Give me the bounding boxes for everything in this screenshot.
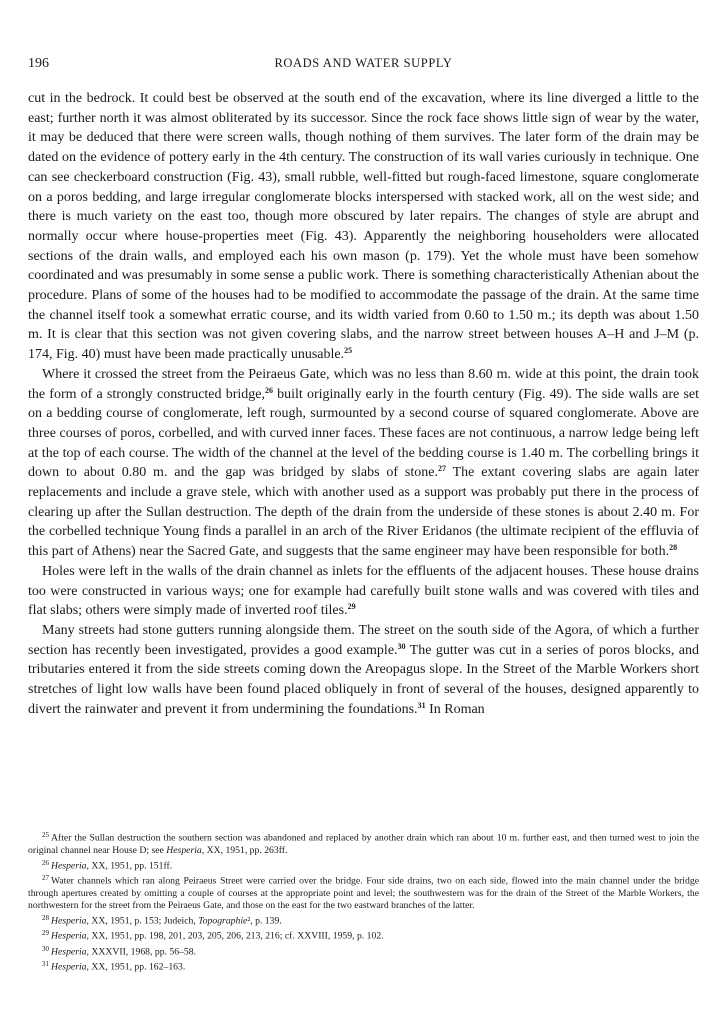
paragraph [28,89,699,365]
footnote-reference: 28 [669,543,678,553]
footnote [28,829,699,857]
paragraph-text: In Roman [425,701,485,717]
paragraph-text: Where it crossed the street from the Peiraeus Gate, which was no less than 8.60 m. wide at this point, the drain took the form of a strongly constructed bridge, [28,366,699,402]
paragraph-text: The extant covering slabs are again later replacements and include a grave stele, which with another used as a support was probably put there in the process of clearing up after the Sullan destruction. The depth of the drain from the underside of these stones is about 2.40 m. For the corbelled technique Young finds a parallel in an arch of the River Eridanos (the ultimate recipient of the effluvia of this part of Athens) near the Sacred Gate, and suggests that the same engineer may have been responsible for both. [28,465,699,560]
footnote-number: 26 [42,858,49,867]
footnote [28,927,699,943]
footnote [28,857,699,873]
page-number: 196 [28,56,49,71]
footnote-text: Water channels which ran along Peiraeus Street were carried over the bridge. Four side drains, two on each side, flowed into the main channel under the bridge through apertures created by omitting a couple of courses at the appropriate point and level; the southwestern was for the drain of the Street of the Marble Workers, the northwestern for the street from the Peiraeus Gate, and those on the east for the two eastward branches of the latter. [28,875,699,911]
footnote-text: Hesperia, XXXVII, 1968, pp. 56–58. [51,946,197,957]
footnote-reference: 29 [347,602,356,612]
footnote-number: 27 [42,874,49,882]
footnote [28,943,699,959]
footnote-text: Hesperia, XX, 1951, pp. 198, 201, 203, 205, 206, 213, 216; cf. XXVIII, 1959, p. 102. [51,930,384,942]
footnote [28,872,699,912]
footnote-number: 31 [42,960,49,968]
footnote-number: 29 [42,929,49,937]
footnote-reference: 25 [344,346,353,356]
footnote [28,912,699,928]
paragraph-text: built originally early in the fourth century (Fig. 49). The side walls are set on a bedding course of conglomerate, left rough, surmounted by a second course of squared conglomerate. Above are three courses of poros, corbelled, and with curved inner faces. These faces are not continuous, a narrow ledge being left at the top of each course. The width of the channel at the level of the bedding course is 1.40 m. The corbelling brings it down to about 0.80 m. and the gap was bridged by slabs of stone. [28,386,700,481]
running-head: ROADS AND WATER SUPPLY [274,56,453,70]
footnote-number: 30 [42,944,49,953]
paragraph [28,365,699,562]
footnote-reference: 26 [264,385,273,395]
footnote-reference: 30 [397,641,406,651]
footnote-text: Hesperia, XX, 1951, pp. 162–163. [51,961,186,973]
footnote-number: 28 [42,913,49,922]
footnote-number: 25 [42,831,49,839]
body-text [28,89,699,720]
page-header [28,56,699,76]
paragraph [28,562,699,621]
paragraph-text: Holes were left in the walls of the drain channel as inlets for the effluents of the adjacent houses. These house drains too were constructed in various ways; one for example had carefully built stone walls and was covered with tiles and flat slabs; others were simply made of inverted roof tiles. [28,563,699,619]
footnote-reference: 31 [417,701,426,710]
paragraph-text: Many streets had stone gutters running alongside them. The street on the south side of the Agora, of which a further section has recently been investigated, provides a good example. [28,622,699,658]
footnotes [28,829,699,974]
paragraph-text: cut in the bedrock. It could best be observed at the south end of the excavation, where its line diverged a little to the east; further north it was almost obliterated by its successor. Since the rock face shows little sign of wear by the water, it may be deduced that there were screen walls, though nothing of them survives. The later form of the drain may be dated on the evidence of pottery early in the 4th century. The construction of its wall varies curiously in technique. One can see checkerboard construction (Fig. 43), small rubble, well-fitted but rough-faced limestone, square conglomerate on a poros bedding, and large irregular conglomerate blocks interspersed with stacked work, all on the west side; and there is much variety on the east too, though more obscured by later repairs. The changes of style are abrupt and normally occur where house-properties meet (Fig. 43). Apparently the neighboring householders were allocated sections of the drain walls, and employed each his own mason (p. 179). Yet the whole must have been somehow coordinated and was presumably in some sense a public work. There is something characteristically Athenian about the procedure. Plans of some of the houses had to be modified to accommodate the passage of the drain. At the same time the channel itself took a somewhat erratic course, and its width varied from 0.60 to 1.50 m.; its depth was about 1.50 m. It is clear that this section was not given covering slabs, and the narrow street between houses A–H and J–M (p. 174, Fig. 40) must have been made practically unusable. [28,91,699,363]
paragraph [28,621,699,720]
paragraph-text: The gutter was cut in a series of poros blocks, and tributaries entered it from the side streets coming down the Areopagus slope. In the Street of the Marble Workers short stretches of light low walls have been found placed obliquely in front of several of the houses, designed apparently to divert the rainwater and prevent it from undermining the foundations. [28,642,699,717]
footnote-text: After the Sullan destruction the southern section was abandoned and replaced by another drain which ran about 10 m. further east, and then turned west to join the original channel near House D; see Hesperia, XX, 1951, pp. 263ff. [28,832,699,856]
footnote-reference: 27 [437,464,446,474]
footnote-text: Hesperia, XX, 1951, p. 153; Judeich, Topographie², p. 139. [51,915,282,926]
footnote [28,958,699,974]
footnote-text: Hesperia, XX, 1951, pp. 151ff. [51,860,173,871]
